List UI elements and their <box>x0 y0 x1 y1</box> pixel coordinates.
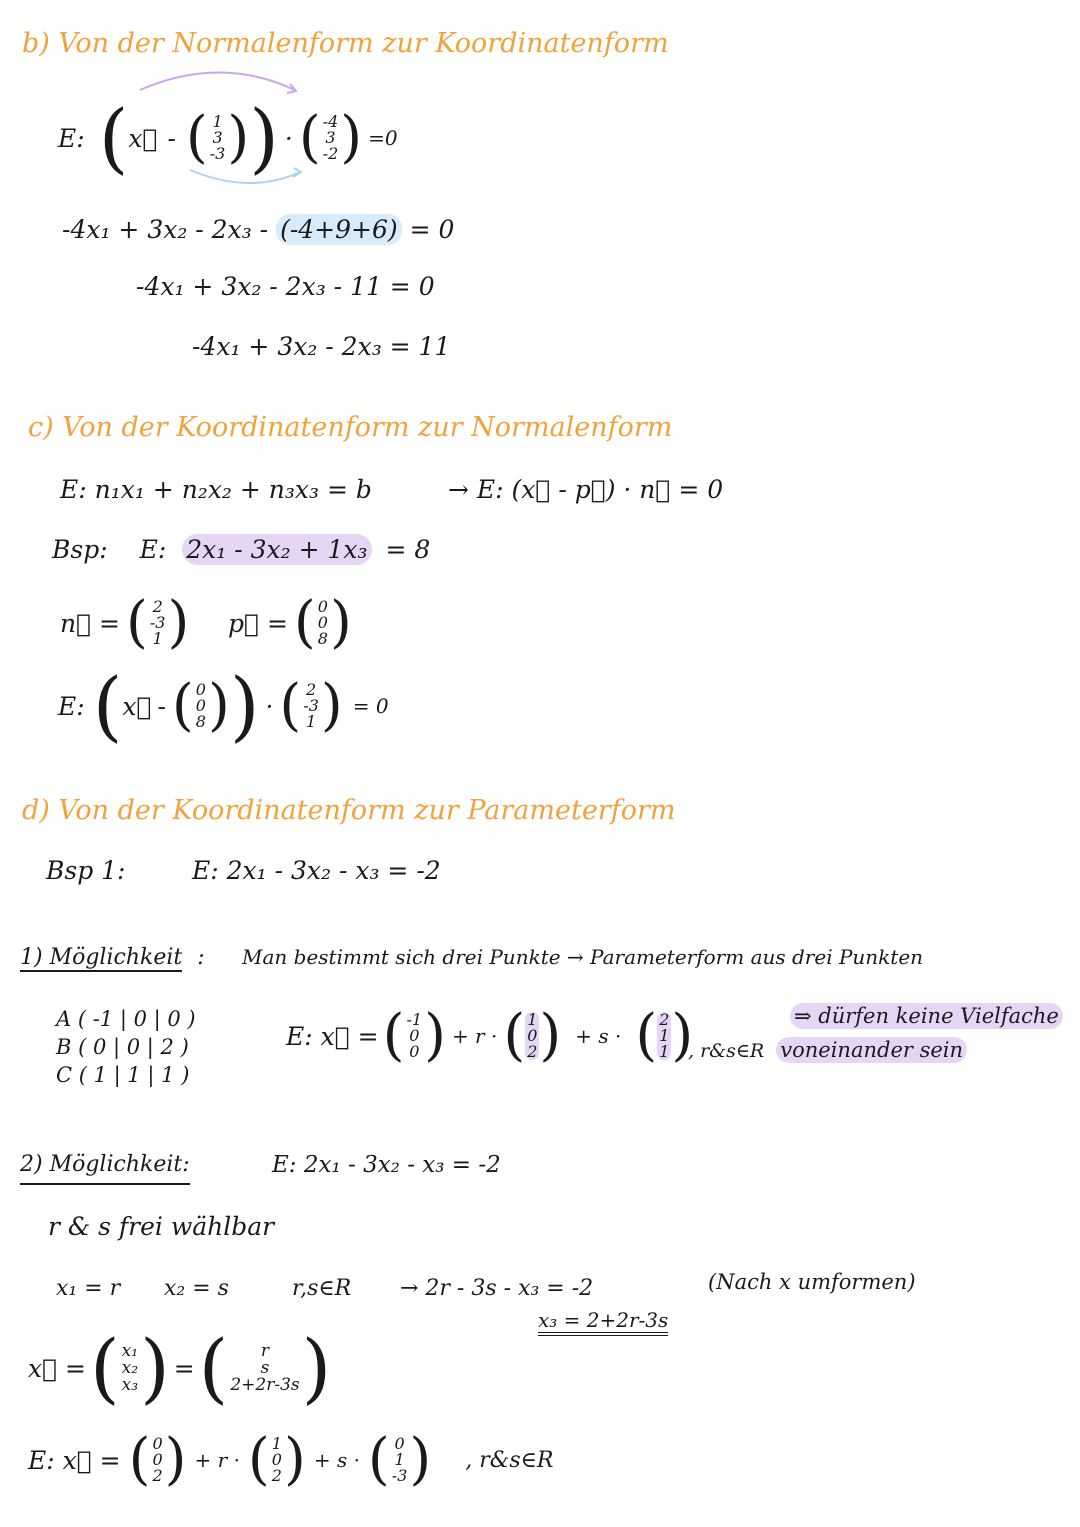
support-vector: ( 1 3 -3 ) <box>185 105 250 170</box>
x-vector: x⃗ <box>128 123 158 153</box>
solve-note: (Nach x umformen) <box>708 1270 916 1294</box>
point-c: C ( 1 | 1 | 1 ) <box>56 1063 190 1087</box>
normal-form-template: → E: (x⃗ - p⃗) · n⃗ = 0 <box>448 475 724 504</box>
example-1-label: Bsp 1: <box>46 856 126 885</box>
coordinate-form-result: -4x₁ + 3x₂ - 2x₃ = 11 <box>192 332 451 361</box>
option-2-equation: E: 2x₁ - 3x₂ - x₃ = -2 <box>272 1152 501 1178</box>
point-a: A ( -1 | 0 | 0 ) <box>56 1007 196 1031</box>
normal-vector: ( -4 3 -2 ) <box>298 105 363 170</box>
normal-form-equation: E: ( x⃗ - ( 1 3 -3 ) ) · ( -4 3 -2 ) =0 <box>58 93 398 182</box>
option-1-label: 1) Möglichkeit : <box>20 945 205 970</box>
parameter-form-option-1: E: x⃗ = ( -1 0 0 ) + r · ( 1 0 2 ) + s · ( 2 1 1 ) <box>286 1003 694 1068</box>
section-b-heading: b) Von der Normalenform zur Koordinatenform <box>22 28 669 59</box>
three-points-list <box>56 1005 196 1089</box>
support-vector-definition: p⃗ = ( 0 0 8 ) <box>228 590 352 655</box>
general-coordinate-form: E: n₁x₁ + n₂x₂ + n₃x₃ = b <box>60 475 372 504</box>
parameter-domain: r,s∈R <box>292 1276 352 1301</box>
section-d-heading: d) Von der Koordinatenform zur Parameterform <box>22 795 676 826</box>
substituted-equation: → 2r - 3s - x₃ = -2 <box>400 1276 594 1301</box>
section-c-heading: c) Von der Koordinatenform zur Normalenform <box>28 412 673 443</box>
x1-assignment: x₁ = r <box>56 1276 121 1301</box>
option-2-label: 2) Möglichkeit: <box>20 1152 190 1177</box>
expansion-line-1: -4x₁ + 3x₂ - 2x₃ - (-4+9+6) = 0 <box>62 215 455 244</box>
normal-form-result: E: ( x⃗ - ( 0 0 8 ) ) · ( 2 -3 1 ) = 0 <box>58 661 389 750</box>
expansion-line-2: -4x₁ + 3x₂ - 2x₃ - 11 = 0 <box>136 272 435 301</box>
example-line: Bsp: E: 2x₁ - 3x₂ + 1x₃ = 8 <box>52 535 431 564</box>
x-vector-substitution: x⃗ = ( x₁ x₂ x₃ ) = ( r s 2+2r-3s ) <box>28 1323 332 1412</box>
normal-vector-definition: n⃗ = ( 2 -3 1 ) <box>60 590 190 655</box>
option-1-description: Man bestimmt sich drei Punkte → Parameterform aus drei Punkten <box>242 945 924 969</box>
example-1-equation: E: 2x₁ - 3x₂ - x₃ = -2 <box>192 856 441 885</box>
highlighted-constant: (-4+9+6) <box>276 214 402 245</box>
plane-label: E: <box>58 123 85 153</box>
parameter-form-option-2: E: x⃗ = ( 0 0 2 ) + r · ( 1 0 2 ) + s · ( 0 1 -3 ) , r&s∈R <box>28 1427 554 1492</box>
note-independent: , r&s∈R voneinander sein <box>688 1038 967 1062</box>
point-b: B ( 0 | 0 | 2 ) <box>56 1035 189 1059</box>
example-label: Bsp: <box>52 535 108 564</box>
highlighted-coefficients: 2x₁ - 3x₂ + 1x₃ <box>182 534 371 565</box>
note-no-multiples: ⇒ dürfen keine Vielfache <box>790 1004 1063 1028</box>
x3-solution: x₃ = 2+2r-3s <box>538 1308 668 1332</box>
x2-assignment: x₂ = s <box>164 1276 229 1301</box>
free-parameters-note: r & s frei wählbar <box>48 1212 275 1241</box>
